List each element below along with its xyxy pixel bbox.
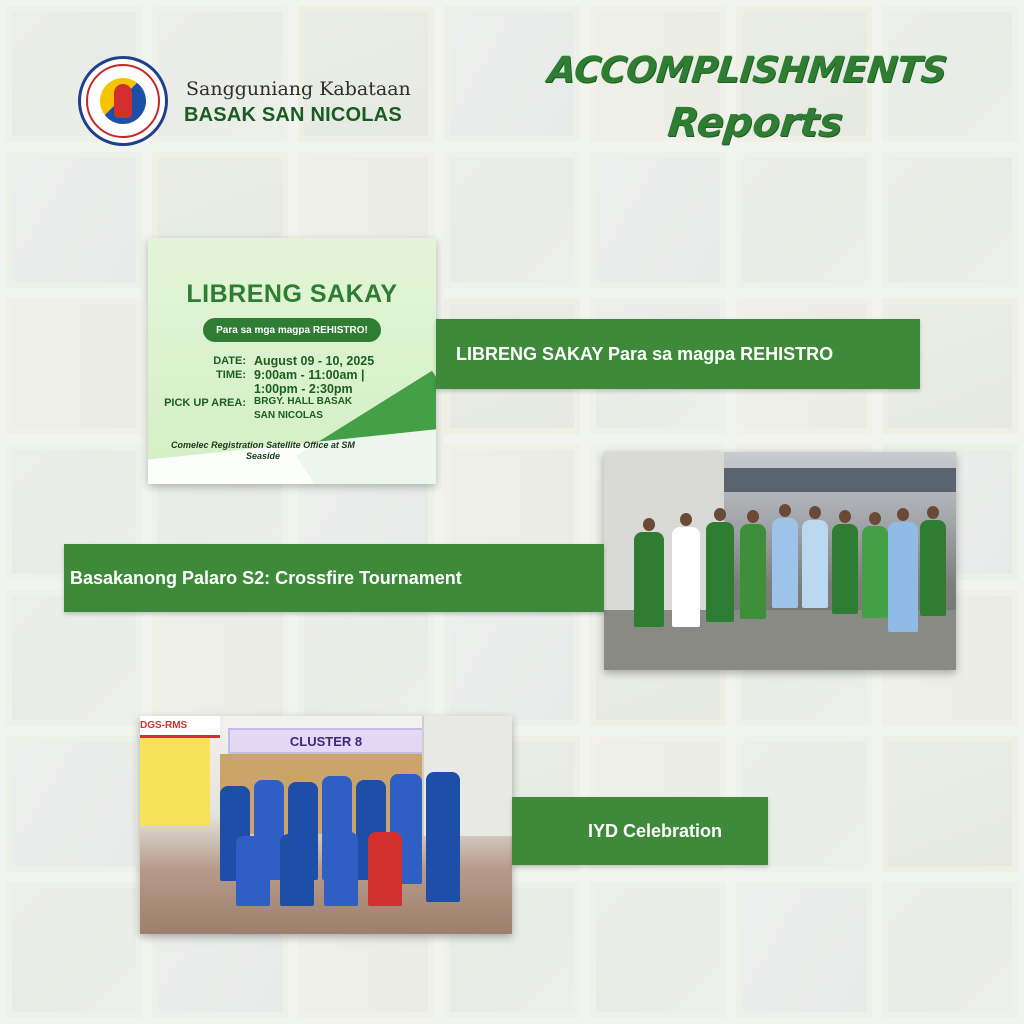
time-label: TIME:	[216, 369, 246, 381]
team-member	[888, 522, 918, 632]
iyd-celebration-photo	[140, 716, 512, 934]
poster-pill: Para sa mga magpa REHISTRO!	[203, 318, 381, 342]
crossfire-tournament-photo	[604, 452, 956, 670]
team-member	[706, 522, 734, 622]
group-member	[324, 832, 358, 906]
date-label: DATE:	[213, 355, 246, 367]
page-subtitle: Reports	[665, 100, 846, 146]
pickup-value-2: SAN NICOLAS	[254, 410, 323, 421]
accomplishment-banner-libreng-sakay	[436, 319, 920, 389]
banner-label: LIBRENG SAKAY Para sa magpa REHISTRO	[456, 343, 834, 364]
team-member	[802, 520, 828, 608]
team-member	[672, 527, 700, 627]
team-member	[832, 524, 858, 614]
group-member	[368, 832, 402, 906]
team-member	[740, 524, 766, 619]
time-value: 9:00am - 11:00am |	[254, 368, 365, 382]
team-member	[862, 526, 888, 618]
poster-details	[160, 354, 430, 421]
cluster-banner: CLUSTER 8	[228, 728, 424, 754]
group-member	[426, 772, 460, 902]
group-member	[280, 834, 314, 906]
sk-seal-logo	[78, 56, 168, 146]
banner-label: Basakanong Palaro S2: Crossfire Tournament	[70, 567, 462, 588]
barangay-name: BASAK SAN NICOLAS	[184, 104, 402, 126]
logo-ring	[86, 64, 160, 138]
banner-label: IYD Celebration	[588, 820, 723, 841]
pickup-value: BRGY. HALL BASAK	[254, 396, 353, 407]
logo-emblem	[100, 78, 146, 124]
date-value: August 09 - 10, 2025	[254, 354, 375, 368]
tent-sign: DGS-RMS	[140, 720, 188, 731]
time-value-2: 1:00pm - 2:30pm	[254, 382, 353, 396]
team-member	[634, 532, 664, 627]
poster-title: LIBRENG SAKAY	[186, 280, 398, 308]
accomplishment-banner-crossfire	[64, 544, 604, 612]
pickup-label: PICK UP AREA:	[164, 397, 246, 409]
libreng-sakay-poster	[148, 238, 436, 484]
accomplishment-banner-iyd	[512, 797, 768, 865]
page-title: ACCOMPLISHMENTS	[545, 50, 949, 91]
org-name: Sangguniang Kabataan	[186, 78, 411, 100]
logo-figure-icon	[114, 84, 132, 118]
team-member	[920, 520, 946, 616]
group-member	[236, 836, 270, 906]
poster-footer: Comelec Registration Satellite Office at SM Seaside	[171, 440, 355, 461]
team-member	[772, 518, 798, 608]
